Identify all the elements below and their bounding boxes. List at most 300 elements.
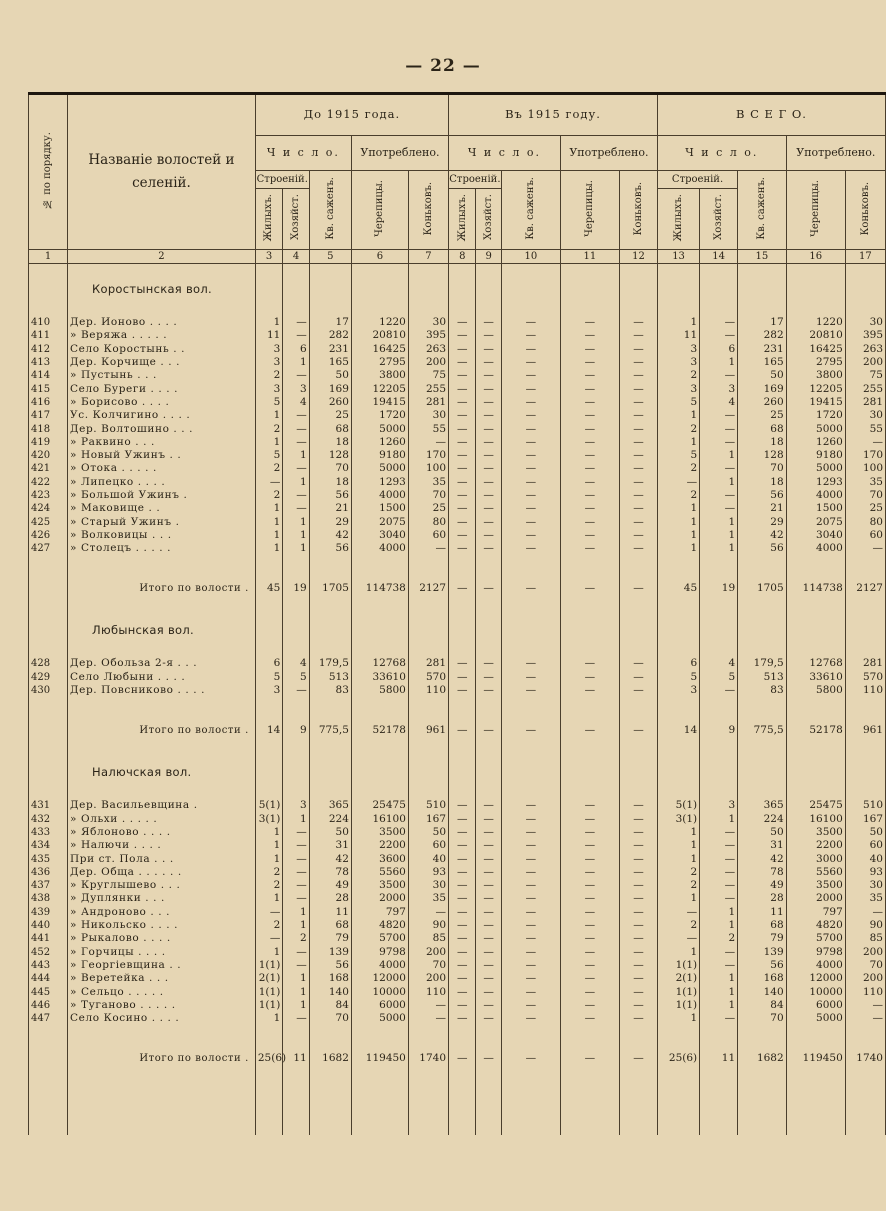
cell-before-1915-tiles: 5560 [351,866,408,879]
cell-total-sq-sazhen: 128 [738,449,787,462]
empty-cell [351,264,408,317]
cell-1915-empty: — [449,852,476,865]
cell-total-ridges: 75 [845,369,885,382]
cell-1915-empty: — [501,684,560,697]
column-header-residential: Жилыхъ. [657,188,699,249]
table-row [29,919,886,932]
table-row [29,1012,886,1025]
cell-total-sq-sazhen: 365 [738,799,787,812]
empty-cell [309,264,351,317]
total-label: Итого по волости . [68,713,256,747]
cell-total-sq-sazhen: 260 [738,396,787,409]
cell-before-1915-tiles: 12205 [351,382,408,395]
cell-before-1915-tiles: 4820 [351,919,408,932]
cell-1915-empty: — [619,1041,657,1075]
village-name: » Большой Ужинъ . [68,489,256,502]
cell-1915-empty: — [449,436,476,449]
cell-total-ridges: 200 [845,946,885,959]
cell-before-1915-tiles: 9180 [351,449,408,462]
subheader-count: Ч и с л о. [449,136,561,171]
empty-cell [283,1025,309,1041]
cell-total-residential: 3 [657,356,699,369]
row-number: 427 [29,542,68,555]
cell-before-1915-residential: 1 [255,1012,282,1025]
cell-before-1915-sq-sazhen: 84 [309,999,351,1012]
total-before-1915-household: 19 [283,571,309,605]
cell-before-1915-ridges: 70 [408,489,448,502]
cell-1915-empty: — [449,813,476,826]
cell-total-sq-sazhen: 83 [738,684,787,697]
cell-1915-empty: — [449,919,476,932]
empty-cell [560,555,619,571]
cell-total-ridges: 35 [845,892,885,905]
total-before-1915-ridges: 961 [408,713,448,747]
page-number: — 22 — [405,56,481,76]
empty-cell [786,1075,845,1135]
cell-before-1915-residential: 1 [255,502,282,515]
cell-before-1915-tiles: 9798 [351,946,408,959]
cell-total-ridges: 40 [845,852,885,865]
empty-cell [449,747,476,799]
cell-before-1915-residential: — [255,906,282,919]
cell-before-1915-residential: 1 [255,409,282,422]
empty-cell [786,1025,845,1041]
cell-total-residential: — [657,932,699,945]
row-number: 435 [29,852,68,865]
cell-before-1915-household: — [283,684,309,697]
cell-before-1915-tiles: 1720 [351,409,408,422]
cell-1915-empty: — [619,571,657,605]
empty-cell [501,264,560,317]
subheader-buildings: Строеній. [255,171,309,189]
cell-total-household: 3 [700,799,738,812]
cell-total-residential: 1 [657,1012,699,1025]
total-before-1915-household: 9 [283,713,309,747]
column-header-sq-sazhen: Кв. саженъ. [738,171,787,250]
cell-total-tiles: 5000 [786,462,845,475]
cell-total-sq-sazhen: 513 [738,671,787,684]
cell-total-household: 1 [700,813,738,826]
cell-before-1915-ridges: 100 [408,462,448,475]
cell-1915-empty: — [619,972,657,985]
row-number: 411 [29,329,68,342]
cell-1915-empty: — [476,826,501,839]
empty-cell [351,1075,408,1135]
empty-cell [786,264,845,317]
cell-1915-empty: — [619,343,657,356]
cell-total-tiles: 1500 [786,502,845,515]
column-header-ridges: Коньковъ. [845,171,885,250]
cell-total-residential: 1 [657,892,699,905]
village-name: » Дуплянки . . . [68,892,256,905]
spacer-row [29,697,886,713]
cell-1915-empty: — [476,409,501,422]
cell-total-sq-sazhen: 31 [738,839,787,852]
cell-1915-empty: — [501,1012,560,1025]
cell-total-sq-sazhen: 140 [738,985,787,998]
cell-1915-empty: — [619,515,657,528]
cell-1915-empty: — [476,852,501,865]
empty-cell [449,605,476,657]
volost-title [68,605,256,657]
cell-1915-empty: — [619,449,657,462]
cell-before-1915-ridges: 30 [408,409,448,422]
table-row [29,684,886,697]
cell-1915-empty: — [501,529,560,542]
cell-before-1915-sq-sazhen: 68 [309,422,351,435]
table-row [29,906,886,919]
cell-total-ridges: — [845,999,885,1012]
table-row [29,462,886,475]
empty-cell [309,697,351,713]
empty-cell [408,264,448,317]
total-all-household: 19 [700,571,738,605]
column-number: 7 [408,250,448,264]
cell-total-sq-sazhen: 179,5 [738,657,787,670]
column-header-row-number: № по порядку. [29,94,68,250]
empty-cell [68,1075,256,1135]
cell-before-1915-residential: 1 [255,892,282,905]
cell-total-tiles: 4000 [786,959,845,972]
cell-1915-empty: — [560,906,619,919]
cell-total-ridges: 70 [845,489,885,502]
cell-before-1915-tiles: 4000 [351,959,408,972]
cell-before-1915-ridges: 570 [408,671,448,684]
cell-1915-empty: — [560,382,619,395]
cell-1915-empty: — [560,542,619,555]
empty-cell [560,1025,619,1041]
cell-1915-empty: — [449,542,476,555]
cell-before-1915-sq-sazhen: 70 [309,1012,351,1025]
cell-before-1915-sq-sazhen: 11 [309,906,351,919]
cell-total-tiles: 797 [786,906,845,919]
cell-1915-empty: — [560,1041,619,1075]
cell-before-1915-ridges: 25 [408,502,448,515]
volost-section-header [29,747,886,799]
cell-1915-empty: — [560,866,619,879]
cell-before-1915-tiles: 1220 [351,316,408,329]
cell-1915-empty: — [501,462,560,475]
volost-title [68,264,256,317]
total-all-ridges: 961 [845,713,885,747]
cell-1915-empty: — [560,369,619,382]
row-number: 424 [29,502,68,515]
cell-before-1915-residential: 2 [255,369,282,382]
cell-before-1915-residential: 1 [255,946,282,959]
cell-1915-empty: — [476,959,501,972]
cell-total-ridges: 90 [845,919,885,932]
village-name: » Никольско . . . . [68,919,256,932]
cell-total-residential: 1(1) [657,985,699,998]
table-row [29,436,886,449]
cell-1915-empty: — [476,449,501,462]
cell-total-sq-sazhen: 68 [738,422,787,435]
empty-cell [283,555,309,571]
cell-before-1915-residential: 1(1) [255,959,282,972]
cell-before-1915-tiles: 1260 [351,436,408,449]
cell-1915-empty: — [449,449,476,462]
cell-1915-empty: — [619,852,657,865]
cell-1915-empty: — [501,946,560,959]
row-number: 438 [29,892,68,905]
cell-before-1915-sq-sazhen: 18 [309,436,351,449]
cell-1915-empty: — [619,422,657,435]
cell-1915-empty: — [501,892,560,905]
cell-1915-empty: — [619,369,657,382]
cell-1915-empty: — [449,1012,476,1025]
row-number: 428 [29,657,68,670]
cell-1915-empty: — [449,369,476,382]
row-number: 420 [29,449,68,462]
cell-before-1915-household: 1 [283,356,309,369]
cell-1915-empty: — [501,906,560,919]
row-number: 439 [29,906,68,919]
row-number: 440 [29,919,68,932]
cell-before-1915-sq-sazhen: 165 [309,356,351,369]
empty-cell [476,1025,501,1041]
empty-cell [786,747,845,799]
cell-total-tiles: 5560 [786,866,845,879]
total-before-1915-tiles: 114738 [351,571,408,605]
total-all-household: 11 [700,1041,738,1075]
cell-1915-empty: — [501,356,560,369]
cell-1915-empty: — [449,999,476,1012]
table-row [29,343,886,356]
row-number: 441 [29,932,68,945]
empty-cell [309,1075,351,1135]
cell-before-1915-ridges: 30 [408,316,448,329]
empty-cell [408,1025,448,1041]
table-row [29,329,886,342]
subheader-buildings: Строеній. [657,171,737,189]
cell-before-1915-residential: 3 [255,356,282,369]
empty-cell [408,605,448,657]
cell-total-household: — [700,462,738,475]
village-name: » Старый Ужинъ . [68,515,256,528]
cell-before-1915-sq-sazhen: 70 [309,462,351,475]
volost-title-text: Налючская вол. [92,765,192,780]
cell-total-sq-sazhen: 78 [738,866,787,879]
cell-1915-empty: — [449,972,476,985]
total-before-1915-sq-sazhen: 1705 [309,571,351,605]
column-header-residential: Жилыхъ. [255,188,282,249]
cell-before-1915-sq-sazhen: 282 [309,329,351,342]
cell-total-ridges: 60 [845,839,885,852]
village-name: » Липецко . . . . [68,476,256,489]
empty-cell [619,605,657,657]
column-number: 2 [68,250,256,264]
cell-total-residential: 1 [657,409,699,422]
cell-total-sq-sazhen: 169 [738,382,787,395]
table-header [29,94,886,264]
table-row [29,369,886,382]
cell-1915-empty: — [560,852,619,865]
empty-cell [845,747,885,799]
column-number: 17 [845,250,885,264]
empty-cell [255,605,282,657]
empty-cell [560,697,619,713]
cell-1915-empty: — [476,972,501,985]
group-header-total: В С Е Г О. [657,94,885,136]
cell-before-1915-ridges: 167 [408,813,448,826]
cell-before-1915-household: 3 [283,382,309,395]
cell-before-1915-ridges: 35 [408,892,448,905]
cell-total-sq-sazhen: 70 [738,1012,787,1025]
table-row [29,999,886,1012]
cell-before-1915-ridges: — [408,542,448,555]
cell-1915-empty: — [476,919,501,932]
empty-cell [700,747,738,799]
empty-cell [283,1075,309,1135]
cell-1915-empty: — [501,329,560,342]
spacer-row [29,1025,886,1041]
cell-before-1915-household: — [283,946,309,959]
village-name: » Георгіевщина . . [68,959,256,972]
cell-1915-empty: — [619,396,657,409]
table-row [29,852,886,865]
cell-before-1915-ridges: 281 [408,657,448,670]
cell-1915-empty: — [560,515,619,528]
cell-total-tiles: 12205 [786,382,845,395]
cell-total-tiles: 3500 [786,879,845,892]
village-name: Дер. Ионово . . . . [68,316,256,329]
cell-1915-empty: — [476,985,501,998]
cell-total-tiles: 3040 [786,529,845,542]
cell-1915-empty: — [619,892,657,905]
village-name: » Горчицы . . . . [68,946,256,959]
cell-before-1915-sq-sazhen: 78 [309,866,351,879]
table-row [29,932,886,945]
cell-1915-empty: — [476,316,501,329]
cell-before-1915-residential: 5(1) [255,799,282,812]
total-all-household: 9 [700,713,738,747]
total-all-tiles: 119450 [786,1041,845,1075]
empty-cell [738,697,787,713]
cell-total-household: 4 [700,396,738,409]
cell-1915-empty: — [501,1041,560,1075]
village-name: Ус. Колчигино . . . . [68,409,256,422]
total-before-1915-residential: 14 [255,713,282,747]
cell-before-1915-sq-sazhen: 25 [309,409,351,422]
cell-1915-empty: — [619,985,657,998]
total-before-1915-ridges: 2127 [408,571,448,605]
cell-total-tiles: 2795 [786,356,845,369]
table-row [29,946,886,959]
cell-1915-empty: — [449,684,476,697]
row-number: 429 [29,671,68,684]
cell-1915-empty: — [501,985,560,998]
cell-1915-empty: — [476,879,501,892]
cell-before-1915-ridges: 170 [408,449,448,462]
cell-total-residential: 11 [657,329,699,342]
table-row [29,409,886,422]
empty-cell [501,1025,560,1041]
cell-before-1915-sq-sazhen: 168 [309,972,351,985]
village-name: » Отока . . . . . [68,462,256,475]
cell-total-tiles: 3500 [786,826,845,839]
subheader-used: Употреблено. [786,136,885,171]
volost-total-row [29,1041,886,1075]
cell-before-1915-ridges: — [408,436,448,449]
cell-before-1915-residential: — [255,476,282,489]
cell-1915-empty: — [619,799,657,812]
cell-total-ridges: 50 [845,826,885,839]
cell-total-ridges: 35 [845,476,885,489]
cell-total-household: 1 [700,515,738,528]
cell-before-1915-residential: 1 [255,316,282,329]
row-number: 414 [29,369,68,382]
cell-before-1915-ridges: 90 [408,919,448,932]
total-all-ridges: 1740 [845,1041,885,1075]
cell-total-tiles: 9180 [786,449,845,462]
column-header-name: Названіе волостей и селеній. [68,94,256,250]
cell-1915-empty: — [476,671,501,684]
cell-before-1915-tiles: 4000 [351,489,408,502]
total-all-tiles: 52178 [786,713,845,747]
cell-before-1915-household: 1 [283,542,309,555]
cell-1915-empty: — [560,449,619,462]
table-row [29,671,886,684]
cell-total-ridges: 167 [845,813,885,826]
cell-1915-empty: — [501,542,560,555]
cell-1915-empty: — [619,409,657,422]
empty-cell [408,747,448,799]
cell-total-sq-sazhen: 18 [738,436,787,449]
cell-before-1915-sq-sazhen: 42 [309,852,351,865]
cell-1915-empty: — [560,409,619,422]
empty-cell [351,697,408,713]
column-number: 13 [657,250,699,264]
cell-1915-empty: — [449,476,476,489]
cell-total-household: — [700,826,738,839]
row-number: 436 [29,866,68,879]
cell-before-1915-household: — [283,436,309,449]
cell-before-1915-tiles: 5000 [351,422,408,435]
cell-1915-empty: — [476,369,501,382]
row-number: 416 [29,396,68,409]
cell-before-1915-ridges: 110 [408,684,448,697]
village-name: » Ольхи . . . . . [68,813,256,826]
cell-1915-empty: — [560,571,619,605]
empty-cell [619,1075,657,1135]
row-number: 412 [29,343,68,356]
empty-cell [351,1025,408,1041]
cell-1915-empty: — [476,839,501,852]
cell-1915-empty: — [501,515,560,528]
cell-1915-empty: — [449,713,476,747]
cell-total-sq-sazhen: 42 [738,852,787,865]
cell-total-household: 1 [700,972,738,985]
volost-title-text: Любынская вол. [92,623,194,638]
empty-cell [29,1075,68,1135]
column-number: 6 [351,250,408,264]
table-row [29,476,886,489]
empty-cell [408,555,448,571]
cell-1915-empty: — [449,892,476,905]
empty-cell [29,555,68,571]
row-number: 432 [29,813,68,826]
cell-before-1915-sq-sazhen: 128 [309,449,351,462]
cell-before-1915-tiles: 3500 [351,879,408,892]
empty-cell [619,555,657,571]
cell-total-ridges: 170 [845,449,885,462]
cell-before-1915-tiles: 2200 [351,839,408,852]
cell-before-1915-ridges: 200 [408,946,448,959]
cell-total-household: — [700,1012,738,1025]
table-row [29,422,886,435]
row-number [29,264,68,317]
empty-cell [786,605,845,657]
